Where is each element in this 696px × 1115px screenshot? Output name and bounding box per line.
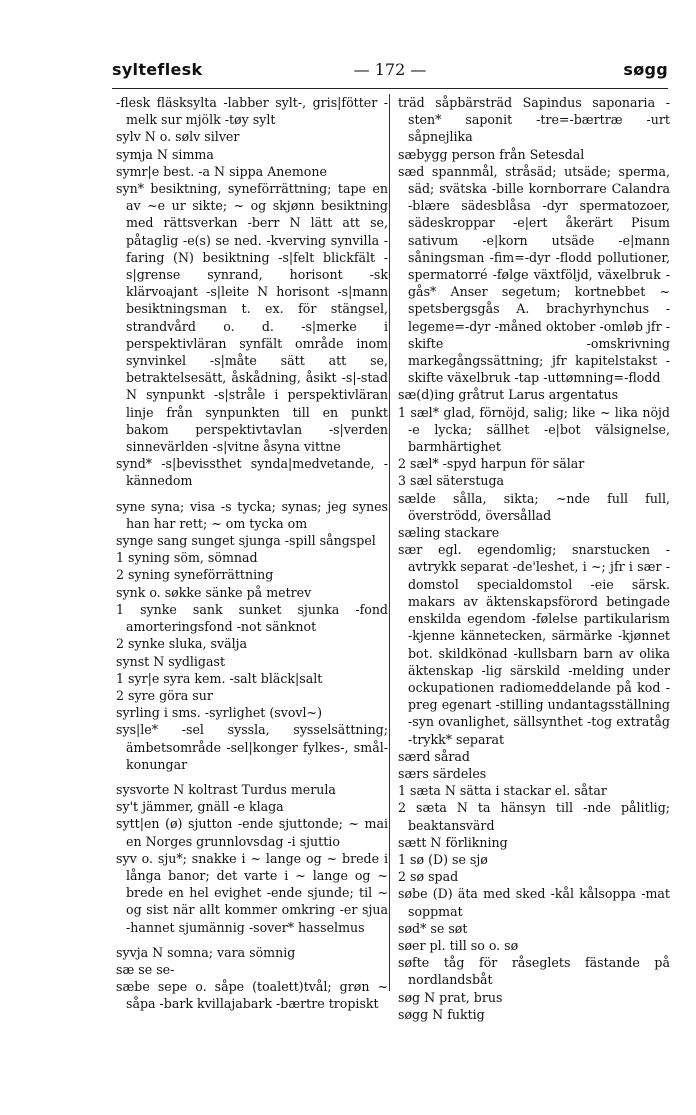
header-rule <box>112 88 668 89</box>
dictionary-entry: 1 synke sank sunket sjunka -fond amorteringsfond -not sänknot <box>116 601 388 635</box>
dictionary-entry: syvja N somna; vara sömnig <box>116 944 296 960</box>
dictionary-entry: sæd spannmål, stråsäd; utsäde; sperma, säd; svätska -bille kornborrare Calandra -blære sädesblåsa -dyr spermatozoer, sädeskroppar -e|ert åkerärt Pisum sativum -e|korn utsäde -e|mann såningsman -fim=-dyr -flodd pollutioner, spermatorré -følge växtföljd, växelbruk -gås* Anser segetum; kortnebbet ~ spetsbergsgås A. brachyrhynchus -legeme=-dyr -måned oktober -omløb jfr -skifte -omskrivning markegångssättning; jfr kapitelstakst -skifte växelbruk -tap -uttømning=-flodd <box>398 163 670 386</box>
dictionary-entry: 1 sø (D) se sjø <box>398 851 488 867</box>
dictionary-entry: sær egl. egendomlig; snarstucken -avtrykk separat -de'leshet, i ~; jfr i sær -domstol specialdomstol -eie särsk. makars av äktenskapsförord betingade enskilda egendom -følelse partikularism -kjenne kännetecken, särmärke -kjønnet bot. skildkönad -kullsbarn barn av olika äktenskap -lig särskild -melding under ockupationen radiomeddelande på kod -preg egenart -stilling undantagsställning -syn ovanlighet, sällsynthet -tog extratåg -trykk* separat <box>398 542 670 747</box>
dictionary-entry: synge sang sunget sjunga -spill sångspel <box>116 533 376 549</box>
header-right-word: søgg <box>623 60 668 79</box>
dictionary-entry: symja N simma <box>116 146 214 162</box>
dictionary-entry: 2 synke sluka, svälja <box>116 636 248 652</box>
page-number: — 172 — <box>353 60 427 79</box>
dictionary-entry: sylv N o. sølv silver <box>116 129 240 145</box>
dictionary-entry: sælde sålla, sikta; ~nde full full, överströdd, översållad <box>398 490 670 523</box>
dictionary-entry: sys|le* -sel syssla, sysselsättning; ämbetsområde -sel|konger fylkes-, smål-konungar <box>116 722 388 772</box>
dictionary-entry: -flesk fläsksylta -labber sylt-, gris|fötter -melk sur mjölk -tøy sylt <box>116 95 388 128</box>
dictionary-entry: sytt|en (ø) sjutton -ende sjuttonde; ~ mai en Norges grunnlovsdag -i sjuttio <box>116 816 388 849</box>
entry-gap <box>116 936 388 944</box>
dictionary-entry: 1 sæta N sätta i stackar el. såtar <box>398 783 607 799</box>
dictionary-entry: 2 sø spad <box>398 869 459 885</box>
dictionary-entry: 1 syr|e syra kem. -salt bläck|salt <box>116 670 323 686</box>
left-column <box>116 94 388 1013</box>
dictionary-entry: träd såpbärsträd Sapindus saponaria -sten* saponit -tre=-bærtræ -urt såpnejlika <box>398 95 670 145</box>
dictionary-entry: søbe (D) äta med sked -kål kålsoppa -mat soppmat <box>398 886 670 919</box>
dictionary-entry: syrling i sms. -syrlighet (svovl~) <box>116 705 323 721</box>
dictionary-entry: søgg N fuktig <box>398 1006 485 1022</box>
dictionary-entry: 1 sæl* glad, förnöjd, salig; like ~ lika nöjd -e lycka; sällhet -e|bot välsignelse, barmhärtighet <box>398 404 670 455</box>
dictionary-entry: symr|e best. -a N sippa Anemone <box>116 163 327 179</box>
dictionary-entry: sy't jämmer, gnäll -e klaga <box>116 799 284 815</box>
right-column <box>398 94 670 1023</box>
dictionary-entry: synst N sydligast <box>116 653 226 669</box>
dictionary-entry: sæbygg person från Setesdal <box>398 146 585 162</box>
dictionary-entry: 2 syning syneförrättning <box>116 567 274 583</box>
dictionary-entry: sysvorte N koltrast Turdus merula <box>116 781 336 797</box>
header-left-word: sylteflesk <box>112 60 203 79</box>
dictionary-entry: syv o. sju*; snakke i ~ lange og ~ brede i långa banor; det varte i ~ lange og ~ brede en hel evighet -ende sjunde; til ~ og sist när allt kommer omkring -er sjua -hannet sjumännig -sover* hasselmus <box>116 850 388 935</box>
dictionary-entry: søer pl. till so o. sø <box>398 937 519 953</box>
dictionary-entry: særs särdeles <box>398 765 487 781</box>
dictionary-entry: sød* se søt <box>398 920 468 936</box>
dictionary-entry: sæbe sepe o. såpe (toalett)tvål; grøn ~ såpa -bark kvillajabark -bærtre tropiskt <box>116 979 388 1012</box>
dictionary-entry: sætt N förlikning <box>398 834 508 850</box>
dictionary-entry: syne syna; visa -s tycka; synas; jeg synes han har rett; ~ om tycka om <box>116 498 388 531</box>
dictionary-entry: syn* besiktning, syneförrättning; tape en av ~e ur sikte; ~ og skjønn besiktning med rättsverkan -berr N lätt att se, påtaglig -e(s) se ned. -kverving synvilla -faring (N) besiktning -s|felt blickfält -s|grense synrand, horisont -sk klärvoajant -s|leite N horisont -s|mann besiktningsman t. ex. för stängsel, strandvård o. d. -s|merke i perspektivläran synfält område inom synvinkel -s|måte sätt att se, betraktelsesätt, åskådning, åsikt -s|-stad N synpunkt -s|stråle i perspektivläran linje från synpunkten till en punkt bakom perspektivtavlan -s|verden sinnevärlden -s|vitne åsyna vittne <box>116 181 388 455</box>
dictionary-entry: synk o. søkke sänke på metrev <box>116 584 312 600</box>
dictionary-entry: 2 syre göra sur <box>116 687 213 703</box>
dictionary-entry: søfte tåg för råseglets fästande på nordlandsbåt <box>398 955 670 988</box>
dictionary-entry: 2 sæl* -spyd harpun för sälar <box>398 456 585 472</box>
dictionary-entry: sæ(d)ing gråtrut Larus argentatus <box>398 387 619 403</box>
dictionary-entry: sæling stackare <box>398 525 500 541</box>
dictionary-entry: 1 syning söm, sömnad <box>116 550 258 566</box>
column-divider <box>389 94 390 991</box>
dictionary-entry: særd sårad <box>398 748 470 764</box>
entry-gap <box>116 490 388 498</box>
dictionary-entry: sæ se se- <box>116 961 175 977</box>
dictionary-entry: søg N prat, brus <box>398 989 503 1005</box>
dictionary-entry: synd* -s|bevissthet synda|medvetande, -kännedom <box>116 456 388 489</box>
dictionary-entry: 3 sæl säterstuga <box>398 473 505 489</box>
entry-gap <box>116 773 388 781</box>
page-header <box>112 60 668 84</box>
dictionary-entry: 2 sæta N ta hänsyn till -nde pålitlig; beaktansvärd <box>398 800 670 833</box>
